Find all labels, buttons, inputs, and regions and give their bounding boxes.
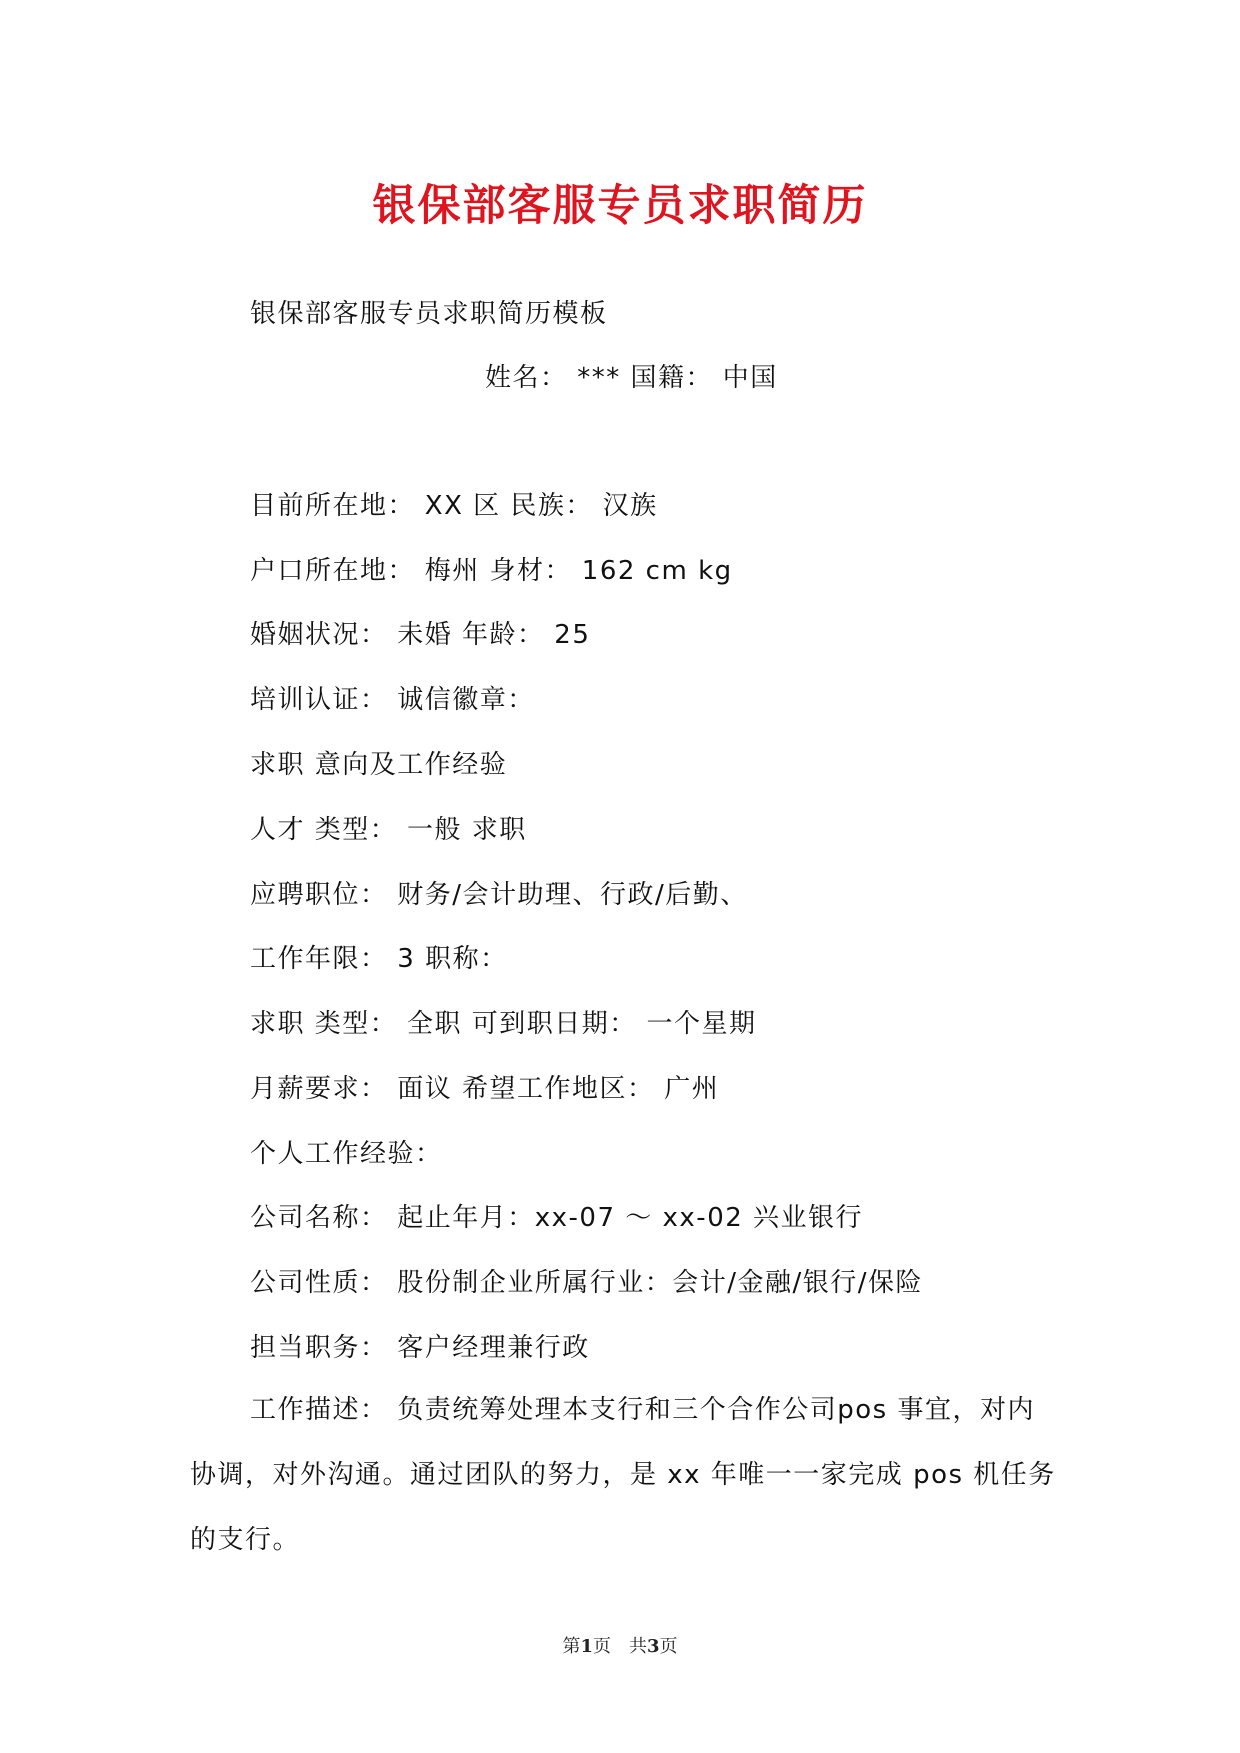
resume-line: 月薪要求： 面议 希望工作地区： 广州 [250,1074,720,1104]
resume-line: 工作年限： 3 职称： [250,944,508,974]
resume-line: 个人工作经验： [250,1139,443,1169]
page-suffix: 页 [659,1636,678,1657]
document-subtitle: 银保部客服专员求职简历模板 [250,299,608,329]
resume-line: 目前所在地： XX 区 民族： 汉族 [250,491,658,521]
resume-line: 公司性质： 股份制企业所属行业：会计/金融/银行/保险 [250,1268,924,1298]
resume-line: 担当职务： 客户经理兼行政 [250,1333,590,1363]
resume-line: 应聘职位： 财务/会计助理、行政/后勤、 [250,880,748,910]
resume-line: 培训认证： 诚信徽章： [250,685,535,715]
resume-line: 公司名称： 起止年月：xx-07 ～ xx-02 兴业银行 [250,1203,864,1233]
page-number-footer [0,1632,1240,1658]
resume-line: 求职 意向及工作经验 [250,750,508,780]
page-total: 3 [647,1636,660,1657]
resume-line: 人才 类型： 一般 求职 [250,815,527,845]
document-title: 银保部客服专员求职简历 [372,181,868,231]
page-prefix: 第 [562,1636,581,1657]
page-current: 1 [580,1636,593,1657]
work-description-paragraph: 工作描述： 负责统筹处理本支行和三个合作公司pos 事宜，对内协调，对外沟通。通过团队的努力，是 xx 年唯一一家完成 pos 机任务的支行。 [190,1395,1056,1555]
resume-line: 婚姻状况： 未婚 年龄： 25 [250,620,591,650]
page-mid: 页 共 [593,1636,647,1657]
resume-line: 求职 类型： 全职 可到职日期： 一个星期 [250,1009,757,1039]
resume-line: 户口所在地： 梅州 身材： 162 cm kg [250,556,733,586]
name-nationality-line: 姓名： *** 国籍： 中国 [485,363,778,393]
